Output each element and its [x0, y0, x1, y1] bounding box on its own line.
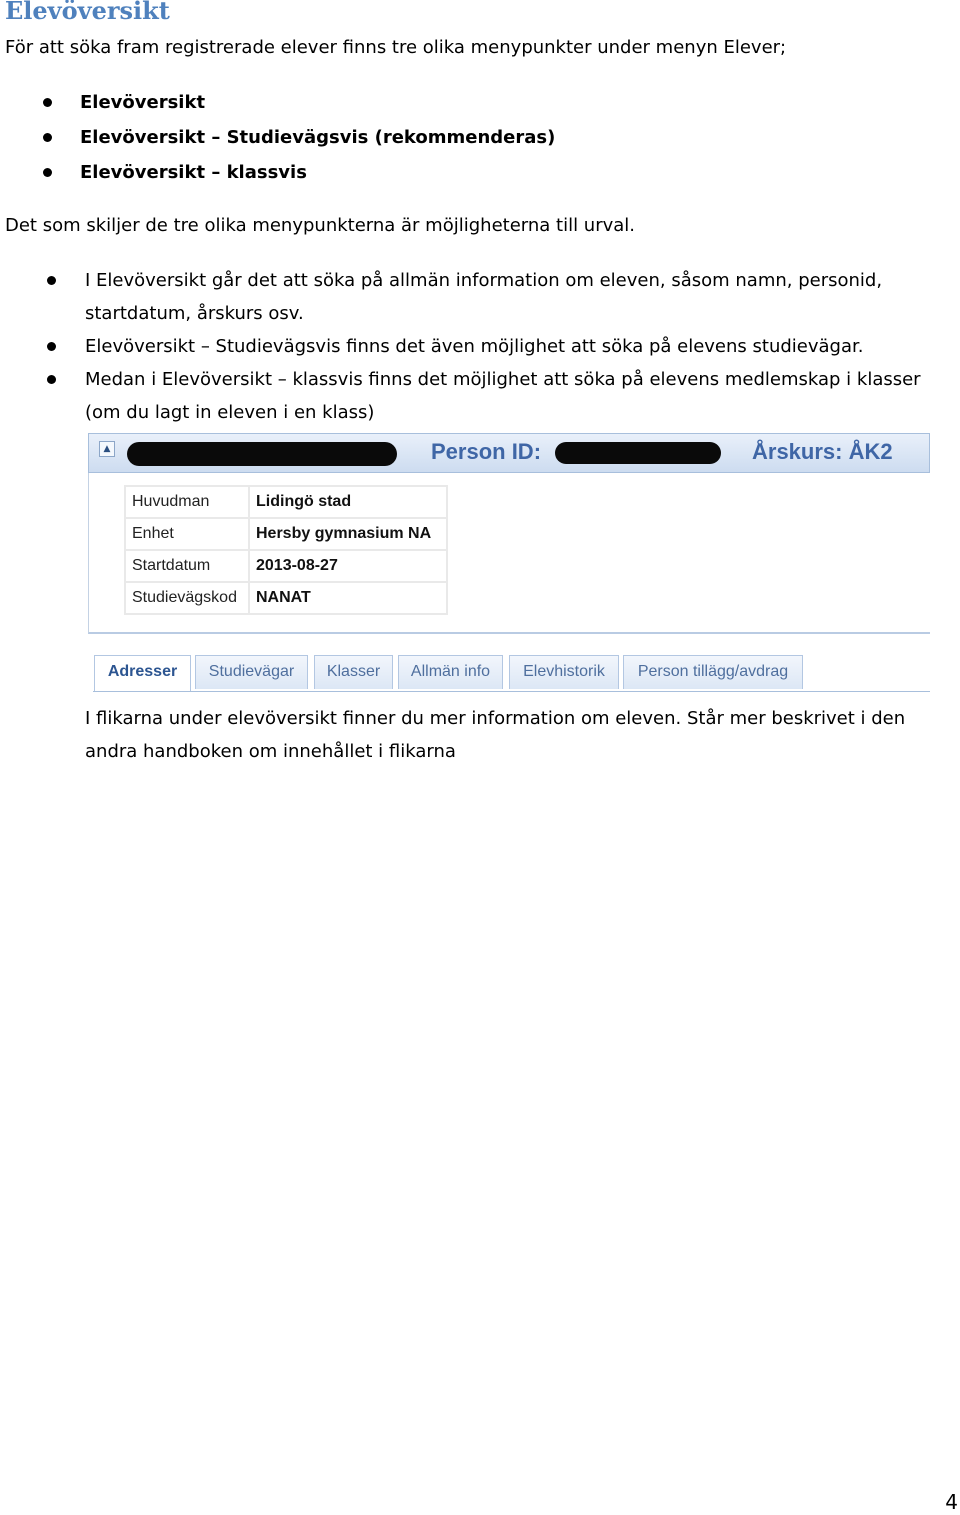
- list-item-text: I Elevöversikt går det att söka på allmän information om eleven, såsom namn, personid,: [85, 270, 883, 291]
- footer-line: andra handboken om innehållet i flikarna: [85, 741, 456, 762]
- list-item-text: startdatum, årskurs osv.: [85, 303, 304, 324]
- tab-adresser[interactable]: Adresser: [94, 655, 191, 691]
- footer-paragraph: [85, 702, 905, 768]
- collapse-icon[interactable]: ▲: [99, 441, 115, 457]
- list-item: [0, 85, 555, 120]
- info-value: Lidingö stad: [250, 487, 446, 517]
- student-info-panel: [88, 473, 930, 634]
- info-value: NANAT: [250, 583, 446, 613]
- page-number: 4: [945, 1490, 958, 1514]
- redacted-person-id-mark: [555, 442, 721, 464]
- student-panel-header: [88, 433, 930, 473]
- info-value: Hersby gymnasium NA: [250, 519, 446, 549]
- list-item: [0, 363, 921, 429]
- info-key: Studievägskod: [126, 583, 248, 613]
- tab-klasser[interactable]: Klasser: [314, 655, 393, 689]
- student-overview-screenshot: [88, 433, 930, 693]
- bullet-icon: [47, 276, 56, 285]
- table-row: [126, 487, 446, 517]
- details-list: [0, 264, 921, 429]
- bullet-icon: [43, 98, 52, 107]
- list-item: [0, 120, 555, 155]
- person-id-label: Person ID:: [431, 439, 542, 464]
- student-info-table: [124, 485, 448, 615]
- page-heading: Elevöversikt: [5, 0, 170, 25]
- list-item: [0, 330, 921, 363]
- list-item: [0, 264, 921, 330]
- list-item-text: Medan i Elevöversikt – klassvis finns det möjlighet att söka på elevens medlemskap i klasser: [85, 369, 921, 390]
- table-row: [126, 583, 446, 613]
- info-key: Startdatum: [126, 551, 248, 581]
- difference-paragraph: Det som skiljer de tre olika menypunkterna är möjligheterna till urval.: [5, 215, 636, 236]
- tab-person-tillagg-avdrag[interactable]: Person tillägg/avdrag: [623, 655, 803, 689]
- list-item-text: Elevöversikt – Studievägsvis finns det även möjlighet att söka på elevens studievägar.: [85, 336, 864, 357]
- tab-elevhistorik[interactable]: Elevhistorik: [509, 655, 619, 689]
- bullet-icon: [43, 168, 52, 177]
- info-key: Enhet: [126, 519, 248, 549]
- grade-label: Årskurs: ÅK2: [752, 439, 893, 464]
- list-item-text: (om du lagt in eleven i en klass): [85, 402, 375, 423]
- intro-paragraph: För att söka fram registrerade elever finns tre olika menypunkter under menyn Elever;: [5, 37, 787, 58]
- list-item: [0, 155, 555, 190]
- table-row: [126, 519, 446, 549]
- list-item-text: Elevöversikt: [80, 92, 206, 113]
- list-item-text: Elevöversikt – klassvis: [80, 162, 307, 183]
- table-row: [126, 551, 446, 581]
- list-item-text: Elevöversikt – Studievägsvis (rekommenderas): [80, 127, 556, 148]
- bullet-icon: [47, 342, 56, 351]
- bullet-icon: [43, 133, 52, 142]
- menu-items-list: [0, 85, 555, 190]
- footer-line: I flikarna under elevöversikt finner du mer information om eleven. Står mer beskrivet i den: [85, 708, 906, 729]
- info-value: 2013-08-27: [250, 551, 446, 581]
- bullet-icon: [47, 375, 56, 384]
- student-tabs: [93, 655, 930, 692]
- info-key: Huvudman: [126, 487, 248, 517]
- tab-allman-info[interactable]: Allmän info: [398, 655, 503, 689]
- tab-studievagar[interactable]: Studievägar: [195, 655, 308, 689]
- redacted-name-mark: [127, 442, 397, 466]
